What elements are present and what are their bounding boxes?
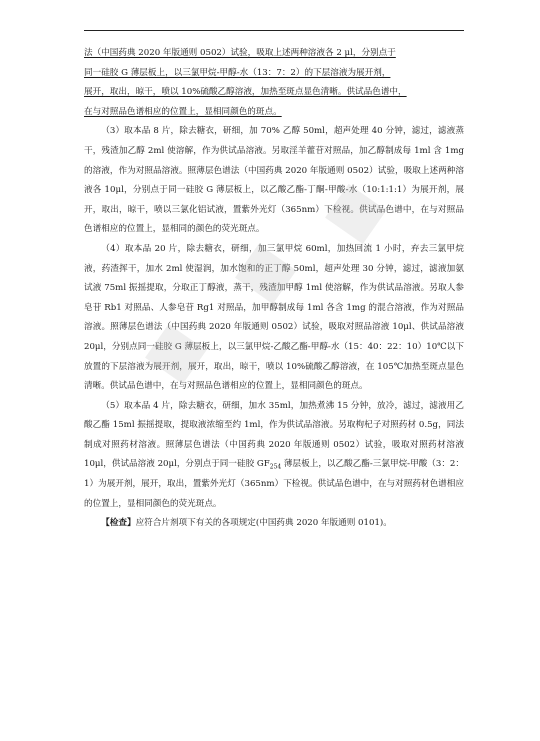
paragraph-6 [84,514,464,534]
check-text: 应符合片剂项下有关的各项规定(中国药典 2020 年版通则 0101)。 [135,518,392,529]
paragraph-3: （3）取本品 8 片，除去糖衣，研细，加 70% 乙醇 50ml，超声处理 40 分钟，滤过，滤液蒸干，残渣加乙醇 2ml 使溶解，作为供试品溶液。另取淫羊藿苷对照品，加乙醇制成每 1ml 含 1mg 的溶液，作为对照品溶液。照薄层色谱法（中国药典 2020 年版通则 0502）试验，吸取上述两种溶液各 10μl，分别点于同一硅胶 G 薄层板上，以乙酸乙酯-丁酮-甲酸-水（10:1:1:1）为展开剂，展开，取出，晾干，喷以三氯化铝试液，置紫外光灯（365nm）下检视。供试品色谱中，在与对照品色谱相应的位置上，显相同的颜色的荧光斑点。 [84,126,464,235]
paragraph-5 [84,397,464,515]
p5-text-a: （5）取本品 4 片，除去糖衣，研细，加水 35ml，加热煮沸 15 分钟，放冷，滤过，滤液用乙酸乙酯 15ml 振摇提取，提取液浓缩至约 1ml，作为供试品溶液。另取枸杞子对照药材 0.5g，同法制成对照药材溶液。照薄层色谱法（中国药典 2020 年版通则 0502）试验，吸取对照药材溶液 10μl，供试品溶液 20μl，分别点于同一硅胶 GF [84,400,464,470]
p2-line-2: 同一硅胶 G 薄层板上，以三氯甲烷-甲醇-水（13：7：2）的下层溶液为展开剂， [84,67,391,78]
document-body [84,44,464,534]
p2-line-4: 在与对照品色谱相应的位置上，显相同颜色的斑点。 [84,106,282,117]
p2-line-1: 法（中国药典 2020 年版通则 0502）试验，吸取上述两种溶液各 2 μl，分别点于 [84,48,396,58]
p5-text-b: 薄层板上，以乙酸乙酯-三氯甲烷-甲酸（3：2：1）为展开剂，展开，取出，置紫外光灯（365nm）下检视。供试品色谱中，在与对照药材色谱相应的位置上，显相同颜色的荧光斑点。 [84,459,464,509]
paragraph-4: （4）取本品 20 片，除去糖衣，研细，加三氯甲烷 60ml，加热回流 1 小时，弃去三氯甲烷液，药渣挥干，加水 2ml 使湿润，加水饱和的正丁醇 50ml，超声处理 30 分钟，滤过，滤液加氨试液 75ml 振摇提取，分取正丁醇液，蒸干，残渣加甲醇 1ml 使溶解，作为供试品溶液。另取人参皂苷 Rb1 对照品、人参皂苷 Rg1 对照品，加甲醇制成每 1ml 各含 1mg 的混合溶液，作为对照品溶液。照薄层色谱法（中国药典 2020 年版通则 0502）试验，吸取对照品溶液 10μl、供试品溶液 20μl，分别点同一硅胶 G 薄层板上，以三氯甲烷-乙酸乙酯-甲醇-水（15：40：22：10）10℃以下放置的下层溶液为展开剂，展开，取出，晾干，喷以 10%硫酸乙醇溶液，在 105℃加热至斑点显色清晰。供试品色谱中，在与对照品色谱相应的位置上，显相同颜色的斑点。 [84,243,464,392]
watermark: ▆ ▆ ▆ [133,176,387,384]
p2-line-3: 展开，取出，晾干，喷以 10%硫酸乙醇溶液，加热至斑点显色清晰。供试品色谱中， [84,87,407,98]
p5-subscript: 254 [269,464,282,472]
section-label-check: 【检查】 [101,518,136,529]
header-rule [84,30,464,31]
paragraph-2-end [84,44,464,122]
